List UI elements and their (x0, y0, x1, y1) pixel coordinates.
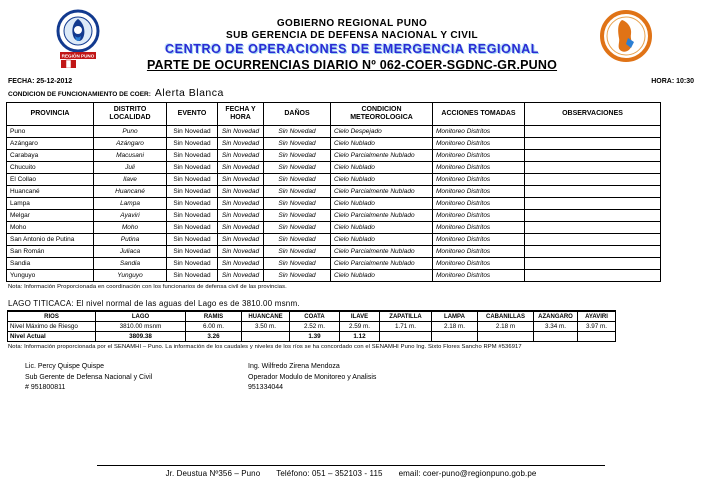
org-name: GOBIERNO REGIONAL PUNO (276, 18, 428, 29)
table-cell: Monitoreo Distritos (433, 138, 525, 150)
table-cell: Cielo Parcialmente Nublado (331, 258, 433, 270)
table-cell: Cielo Parcialmente Nublado (331, 246, 433, 258)
table-cell: Sin Novedad (264, 162, 331, 174)
table-cell: Putina (94, 234, 167, 246)
svg-text:REGIÓN PUNO: REGIÓN PUNO (61, 53, 95, 59)
table-cell: Cielo Despejado (331, 126, 433, 138)
table-cell: Monitoreo Distritos (433, 258, 525, 270)
table-cell: Melgar (7, 210, 94, 222)
signer-left-name: Lic. Percy Quispe Quispe (25, 363, 104, 371)
column-header: LAMPA (432, 311, 478, 322)
table-cell: Cielo Parcialmente Nublado (331, 210, 433, 222)
table-cell: Puno (7, 126, 94, 138)
table-cell: Yunguyo (94, 270, 167, 282)
table-cell: Puno (94, 126, 167, 138)
table-cell (525, 174, 661, 186)
table-cell: Sin Novedad (167, 174, 218, 186)
table-cell (380, 332, 432, 342)
table-cell: Sin Novedad (218, 174, 264, 186)
table-cell (525, 162, 661, 174)
table-cell: Sin Novedad (218, 162, 264, 174)
table-row (7, 150, 661, 162)
column-header: OBSERVACIONES (525, 103, 661, 126)
table-cell: 1.39 (290, 332, 340, 342)
occurrences-header-row (7, 103, 661, 126)
condicion-row (0, 85, 702, 99)
table-cell: Monitoreo Distritos (433, 198, 525, 210)
table-cell: Sin Novedad (218, 246, 264, 258)
table-row (7, 138, 661, 150)
table-cell: Sin Novedad (264, 210, 331, 222)
occurrences-table (6, 102, 661, 282)
coer-seal-icon (598, 8, 654, 68)
column-header: AZANGARO (534, 311, 578, 322)
table-cell (578, 332, 616, 342)
column-header: RIOS (8, 311, 96, 322)
signer-right-name: Ing. Wilfredo Zirena Mendoza (248, 363, 340, 371)
table-cell: Huancané (94, 186, 167, 198)
column-header: COATA (290, 311, 340, 322)
table-cell: Cielo Nublado (331, 138, 433, 150)
table-cell: Cielo Nublado (331, 234, 433, 246)
column-header: ACCIONES TOMADAS (433, 103, 525, 126)
table-cell: Sin Novedad (218, 210, 264, 222)
table-cell: San Román (7, 246, 94, 258)
table-cell (525, 150, 661, 162)
table-cell: Macusani (94, 150, 167, 162)
table-cell: 3.26 (186, 332, 242, 342)
table-cell: Cielo Nublado (331, 270, 433, 282)
table-cell: 3809.38 (96, 332, 186, 342)
table-cell: Carabaya (7, 150, 94, 162)
table-cell: Monitoreo Distritos (433, 186, 525, 198)
table-cell: Sin Novedad (218, 198, 264, 210)
page-footer (97, 465, 605, 478)
table-row (7, 258, 661, 270)
left-logo (48, 8, 106, 73)
table-cell: 1.12 (340, 332, 380, 342)
table-cell (534, 332, 578, 342)
table-cell: 2.18 m. (432, 322, 478, 332)
table-cell: Sin Novedad (218, 234, 264, 246)
table-cell (478, 332, 534, 342)
table-cell (525, 234, 661, 246)
table-cell: Cielo Parcialmente Nublado (331, 150, 433, 162)
lago-title: LAGO TITICACA: El nivel normal de las aguas del Lago es de 3810.00 msnm. (8, 299, 300, 309)
column-header: DISTRITO LOCALIDAD (94, 103, 167, 126)
table-cell: Monitoreo Distritos (433, 210, 525, 222)
table-cell (242, 332, 290, 342)
table-cell: El Collao (7, 174, 94, 186)
table-cell: Cielo Nublado (331, 222, 433, 234)
table-cell: Azángaro (94, 138, 167, 150)
table-cell: Sin Novedad (264, 174, 331, 186)
table-row (7, 126, 661, 138)
table-cell: 1.71 m. (380, 322, 432, 332)
table-cell: Monitoreo Distritos (433, 234, 525, 246)
table-cell: Monitoreo Distritos (433, 174, 525, 186)
table-cell: Sin Novedad (167, 210, 218, 222)
table-cell: Sin Novedad (218, 150, 264, 162)
table-cell: Sin Novedad (264, 270, 331, 282)
table-cell: Monitoreo Distritos (433, 126, 525, 138)
table-cell: Sin Novedad (167, 162, 218, 174)
column-header: LAGO (96, 311, 186, 322)
table-cell: 3810.00 msnm (96, 322, 186, 332)
table-cell: Sin Novedad (264, 150, 331, 162)
report-header (0, 0, 702, 74)
date-time-row (0, 74, 702, 85)
subgerencia-name: SUB GERENCIA DE DEFENSA NACIONAL Y CIVIL (226, 30, 478, 41)
nota-senamhi: Nota: Información proporcionada por el SENAMHI – Puno. La información de los caudales y niveles de los ríos se ha concordado con el SENAMHI Puno Ing. Sixto Flores Sancho RPM #536917 (8, 344, 522, 351)
signer-left-phone: # 951800811 (25, 383, 66, 391)
table-cell: Lampa (94, 198, 167, 210)
table-cell: Sin Novedad (167, 126, 218, 138)
column-header: HUANCANE (242, 311, 290, 322)
table-cell: 2.52 m. (290, 322, 340, 332)
table-row (7, 270, 661, 282)
table-cell (525, 198, 661, 210)
table-cell: Sin Novedad (218, 270, 264, 282)
table-cell: 3.50 m. (242, 322, 290, 332)
footer-phone: Teléfono: 051 – 352103 - 115 (276, 469, 383, 478)
column-header: CONDICION METEOROLOGICA (331, 103, 433, 126)
table-cell: Sin Novedad (264, 222, 331, 234)
fecha-label: FECHA: 25-12-2012 (8, 78, 73, 86)
table-cell (525, 258, 661, 270)
table-cell: Moho (94, 222, 167, 234)
table-cell: San Antonio de Putina (7, 234, 94, 246)
signatures (25, 362, 702, 392)
column-header: ZAPATILLA (380, 311, 432, 322)
table-cell: Cielo Nublado (331, 162, 433, 174)
table-cell: Ilave (94, 174, 167, 186)
table-cell: 3.97 m. (578, 322, 616, 332)
condicion-value: Alerta Blanca (154, 87, 224, 100)
table-cell (525, 246, 661, 258)
table-cell: Lampa (7, 198, 94, 210)
table-cell: Sin Novedad (167, 222, 218, 234)
table-cell: Monitoreo Distritos (433, 270, 525, 282)
nota-provincias: Nota: Información Proporcionada en coordinación con los funcionarios de defensa civil de las provincias. (8, 284, 287, 291)
region-puno-emblem-icon (48, 8, 106, 68)
table-cell: Juli (94, 162, 167, 174)
table-cell: Monitoreo Distritos (433, 162, 525, 174)
table-cell: Ayaviri (94, 210, 167, 222)
column-header: EVENTO (167, 103, 218, 126)
table-row (7, 198, 661, 210)
signer-right-title: Operador Modulo de Monitoreo y Analisis (248, 373, 377, 381)
table-row (8, 332, 616, 342)
table-cell: Nivel Máximo de Riesgo (8, 322, 96, 332)
table-cell: Monitoreo Distritos (433, 222, 525, 234)
table-row (7, 174, 661, 186)
table-cell (525, 186, 661, 198)
table-cell: Cielo Nublado (331, 198, 433, 210)
table-cell (525, 138, 661, 150)
table-cell: Sin Novedad (218, 186, 264, 198)
table-cell: Moho (7, 222, 94, 234)
column-header: DAÑOS (264, 103, 331, 126)
table-cell: Sin Novedad (167, 270, 218, 282)
table-cell: Cielo Parcialmente Nublado (331, 186, 433, 198)
table-cell (525, 210, 661, 222)
table-cell: Sin Novedad (264, 126, 331, 138)
signature-right (248, 362, 376, 392)
table-row (7, 222, 661, 234)
table-cell: Sin Novedad (264, 198, 331, 210)
table-cell: Sin Novedad (264, 246, 331, 258)
table-row (7, 234, 661, 246)
table-cell: Chucuito (7, 162, 94, 174)
column-header: AYAVIRI (578, 311, 616, 322)
signer-right-phone: 951334044 (248, 383, 284, 391)
table-cell: 6.00 m. (186, 322, 242, 332)
table-cell: Nivel Actual (8, 332, 96, 342)
table-cell: 3.34 m. (534, 322, 578, 332)
centro-name: CENTRO DE OPERACIONES DE EMERGENCIA REGIONAL (165, 42, 539, 56)
table-cell: Sin Novedad (218, 138, 264, 150)
right-logo (598, 8, 654, 73)
table-cell: Sin Novedad (218, 126, 264, 138)
table-cell: Huancané (7, 186, 94, 198)
table-row (8, 322, 616, 332)
table-cell: Sin Novedad (167, 234, 218, 246)
table-row (7, 210, 661, 222)
table-cell: Sin Novedad (264, 186, 331, 198)
column-header: PROVINCIA (7, 103, 94, 126)
table-cell: Azángaro (7, 138, 94, 150)
table-cell: Juliaca (94, 246, 167, 258)
table-cell (525, 126, 661, 138)
table-row (7, 246, 661, 258)
table-cell: Sin Novedad (218, 222, 264, 234)
report-title: PARTE DE OCURRENCIAS DIARIO Nº 062-COER-SGDNC-GR.PUNO (146, 58, 558, 73)
table-cell: Sin Novedad (264, 138, 331, 150)
table-cell: Sin Novedad (167, 150, 218, 162)
table-cell (525, 222, 661, 234)
footer-email: email: coer-puno@regionpuno.gob.pe (398, 469, 537, 478)
footer-address: Jr. Deustua Nº356 – Puno (165, 469, 261, 478)
table-row (7, 186, 661, 198)
table-cell: Monitoreo Distritos (433, 150, 525, 162)
table-cell: Sin Novedad (218, 258, 264, 270)
table-cell (525, 270, 661, 282)
table-cell: Monitoreo Distritos (433, 246, 525, 258)
table-cell: Sandia (7, 258, 94, 270)
table-cell: Sin Novedad (167, 198, 218, 210)
table-cell: Sin Novedad (167, 258, 218, 270)
table-cell: Yunguyo (7, 270, 94, 282)
table-cell: Cielo Nublado (331, 174, 433, 186)
column-header: RAMIS (186, 311, 242, 322)
table-cell: Sin Novedad (167, 138, 218, 150)
column-header: FECHA Y HORA (218, 103, 264, 126)
table-cell (432, 332, 478, 342)
header-titles (106, 8, 598, 74)
lago-table (7, 310, 616, 342)
table-cell: 2.59 m. (340, 322, 380, 332)
table-cell: Sin Novedad (264, 234, 331, 246)
table-cell: Sin Novedad (264, 258, 331, 270)
hora-label: HORA: 10:30 (651, 78, 694, 86)
table-cell: 2.18 m (478, 322, 534, 332)
column-header: ILAVE (340, 311, 380, 322)
table-row (7, 162, 661, 174)
condicion-label: CONDICION DE FUNCIONAMIENTO DE COER: (8, 91, 151, 99)
lago-header-row (8, 311, 616, 322)
table-cell: Sandia (94, 258, 167, 270)
column-header: CABANILLAS (478, 311, 534, 322)
table-cell: Sin Novedad (167, 186, 218, 198)
signature-left (25, 362, 248, 392)
table-cell: Sin Novedad (167, 246, 218, 258)
signer-left-title: Sub Gerente de Defensa Nacional y Civil (25, 373, 153, 381)
